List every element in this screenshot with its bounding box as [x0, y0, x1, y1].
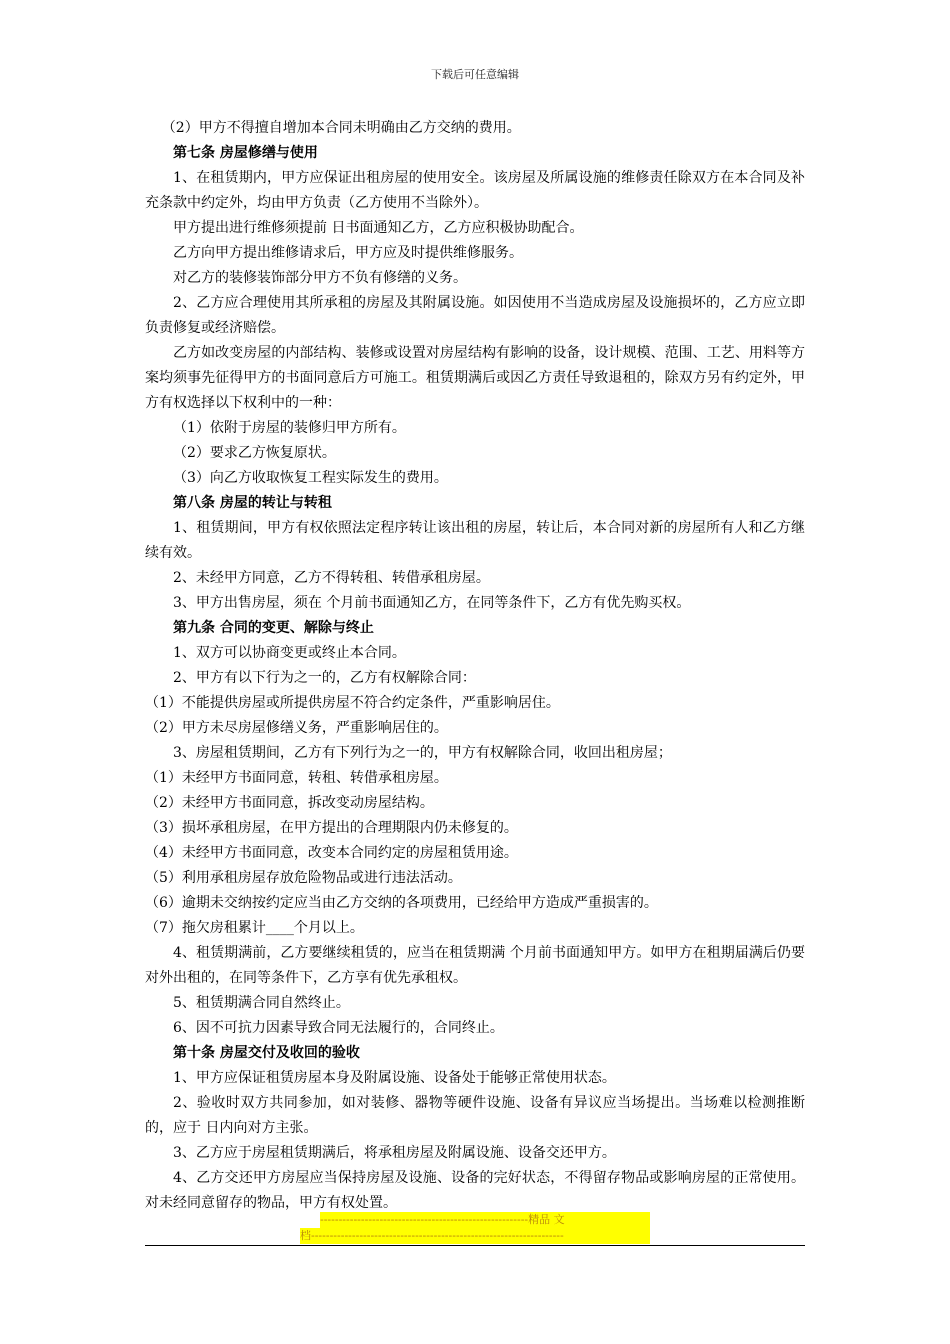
paragraph: （5）利用承租房屋存放危险物品或进行违法活动。: [145, 870, 462, 886]
paragraph: （2）要求乙方恢复原状。: [173, 445, 336, 461]
paragraph: 6、因不可抗力因素导致合同无法履行的，合同终止。: [173, 1020, 504, 1036]
paragraph: 乙方如改变房屋的内部结构、装修或设置对房屋结构有影响的设备，设计规模、范围、工艺、用料等方案均须事先征得甲方的书面同意后方可施工。租赁期满后或因乙方责任导致退租的，除双方另有约定外，甲方有权选择以下权利中的一种：: [145, 345, 805, 411]
paragraph: （1）不能提供房屋或所提供房屋不符合约定条件，严重影响居住。: [145, 695, 560, 711]
paragraph: 甲方提出进行维修须提前 日书面通知乙方，乙方应积极协助配合。: [173, 220, 584, 236]
paragraph: 1、租赁期间，甲方有权依照法定程序转让该出租的房屋，转让后，本合同对新的房屋所有人和乙方继续有效。: [145, 520, 805, 561]
paragraph: （7）拖欠房租累计____个月以上。: [145, 920, 364, 936]
paragraph: （1）依附于房屋的装修归甲方所有。: [173, 420, 406, 436]
paragraph: 3、乙方应于房屋租赁期满后，将承租房屋及附属设施、设备交还甲方。: [173, 1145, 616, 1161]
paragraph: 对乙方的装修装饰部分甲方不负有修缮的义务。: [173, 270, 467, 286]
paragraph: （2）甲方不得擅自增加本合同未明确由乙方交纳的费用。: [161, 120, 521, 136]
paragraph: 5、租赁期满合同自然终止。: [173, 995, 350, 1011]
paragraph: 3、房屋租赁期间，乙方有下列行为之一的，甲方有权解除合同，收回出租房屋；: [173, 745, 672, 761]
paragraph: 2、验收时双方共同参加，如对装修、器物等硬件设施、设备有异议应当场提出。当场难以检测推断的，应于 日内向对方主张。: [145, 1095, 805, 1136]
paragraph: 3、甲方出售房屋，须在 个月前书面通知乙方，在同等条件下，乙方有优先购买权。: [173, 595, 691, 611]
section-heading: 第七条 房屋修缮与使用: [173, 145, 318, 161]
paragraph: （4）未经甲方书面同意，改变本合同约定的房屋租赁用途。: [145, 845, 518, 861]
document-body: [145, 116, 805, 1216]
footer-divider: [145, 1245, 805, 1246]
paragraph: 乙方向甲方提出维修请求后，甲方应及时提供维修服务。: [173, 245, 523, 261]
paragraph: 4、乙方交还甲方房屋应当保持房屋及设施、设备的完好状态，不得留存物品或影响房屋的正常使用。对未经同意留存的物品，甲方有权处置。: [145, 1170, 805, 1211]
paragraph: 2、甲方有以下行为之一的，乙方有权解除合同：: [173, 670, 476, 686]
paragraph: 1、双方可以协商变更或终止本合同。: [173, 645, 406, 661]
page-header: 下载后可任意编辑: [431, 68, 519, 81]
paragraph: 2、乙方应合理使用其所承租的房屋及其附属设施。如因使用不当造成房屋及设施损坏的，乙方应立即负责修复或经济赔偿。: [145, 295, 805, 336]
paragraph: 1、甲方应保证租赁房屋本身及附属设施、设备处于能够正常使用状态。: [173, 1070, 616, 1086]
paragraph: 1、在租赁期内，甲方应保证出租房屋的使用安全。该房屋及所属设施的维修责任除双方在本合同及补充条款中约定外，均由甲方负责（乙方使用不当除外）。: [145, 170, 805, 211]
section-heading: 第十条 房屋交付及收回的验收: [173, 1045, 360, 1061]
section-heading: 第九条 合同的变更、解除与终止: [173, 620, 374, 636]
paragraph: （6）逾期未交纳按约定应当由乙方交纳的各项费用，已经给甲方造成严重损害的。: [145, 895, 658, 911]
section-heading: 第八条 房屋的转让与转租: [173, 495, 332, 511]
footer-watermark: [300, 1212, 650, 1244]
paragraph: 4、租赁期满前，乙方要继续租赁的，应当在租赁期满 个月前书面通知甲方。如甲方在租期届满后仍要对外出租的，在同等条件下，乙方享有优先承租权。: [145, 945, 805, 986]
paragraph: （3）损坏承租房屋，在甲方提出的合理期限内仍未修复的。: [145, 820, 518, 836]
paragraph: （2）未经甲方书面同意，拆改变动房屋结构。: [145, 795, 434, 811]
paragraph: 2、未经甲方同意，乙方不得转租、转借承租房屋。: [173, 570, 490, 586]
paragraph: （1）未经甲方书面同意，转租、转借承租房屋。: [145, 770, 448, 786]
paragraph: （2）甲方未尽房屋修缮义务，严重影响居住的。: [145, 720, 448, 736]
footer-line-1: --------------------------------------------------------精品 文: [320, 1212, 650, 1228]
paragraph: （3）向乙方收取恢复工程实际发生的费用。: [173, 470, 448, 486]
footer-line-2: 档--------------------------------------------------------------------: [300, 1228, 650, 1244]
